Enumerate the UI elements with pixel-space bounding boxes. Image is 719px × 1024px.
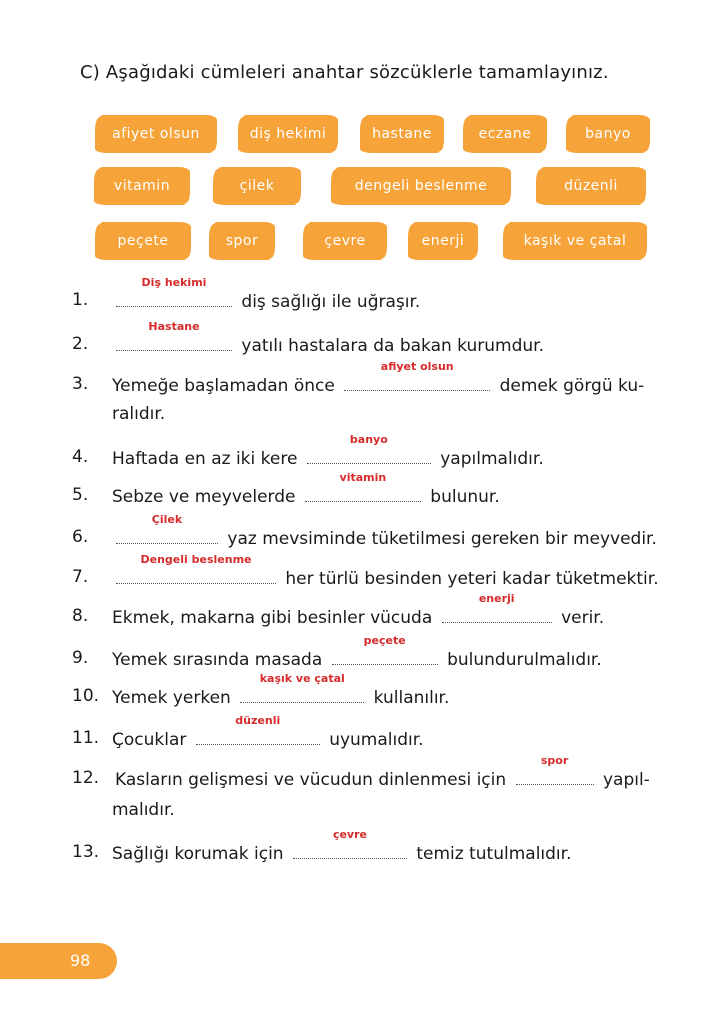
- answer-blank[interactable]: [116, 276, 232, 307]
- sentence-text: yaz mevsiminde tüketilmesi gereken bir meyvedir.: [227, 529, 657, 549]
- item-number: 8.: [72, 606, 89, 626]
- keyword-chip: dengeli beslenme: [333, 167, 509, 205]
- keyword-chip: hastane: [362, 115, 442, 153]
- answer-text: kaşık ve çatal: [259, 672, 345, 685]
- answer-blank[interactable]: [307, 433, 431, 464]
- item-number: 1.: [72, 290, 89, 310]
- item-number: 5.: [72, 485, 89, 505]
- answer-text: vitamin: [339, 471, 387, 484]
- sentence-text: Sağlığı korumak için: [112, 844, 284, 864]
- answer-text: spor: [540, 754, 569, 767]
- sentence-text: bulundurulmalıdır.: [447, 650, 602, 670]
- answer-text: Hastane: [148, 320, 200, 333]
- sentence-continuation: ralıdır.: [112, 404, 166, 424]
- sentence-continuation: malıdır.: [112, 800, 175, 820]
- item-number: 3.: [72, 374, 89, 394]
- keyword-chip: çevre: [305, 222, 385, 260]
- answer-blank[interactable]: [196, 714, 320, 745]
- keyword-chip: kaşık ve çatal: [505, 222, 645, 260]
- answer-blank[interactable]: [442, 592, 552, 623]
- answer-text: Dengeli beslenme: [140, 553, 252, 566]
- item-number: 6.: [72, 527, 89, 547]
- keyword-chip: enerji: [410, 222, 476, 260]
- keyword-chip: banyo: [568, 115, 648, 153]
- answer-blank[interactable]: [305, 471, 421, 502]
- sentence-text: Ekmek, makarna gibi besinler vücuda: [112, 608, 433, 628]
- sentence-text: Yemek sırasında masada: [112, 650, 323, 670]
- answer-text: çevre: [332, 828, 367, 841]
- sentence-text: Çocuklar: [112, 730, 187, 750]
- answer-blank[interactable]: [293, 828, 407, 859]
- sentence-text: uyumalıdır.: [329, 730, 424, 750]
- item-number: 11.: [72, 728, 100, 748]
- sentence-text: diş sağlığı ile uğraşır.: [241, 292, 421, 312]
- section-title: C) Aşağıdaki cümleleri anahtar sözcüklerle tamamlayınız.: [80, 62, 609, 83]
- item-number: 10.: [72, 686, 100, 706]
- sentence-text: temiz tutulmalıdır.: [416, 844, 572, 864]
- sentence-text: Sebze ve meyvelerde: [112, 487, 296, 507]
- sentence-text: kullanılır.: [373, 688, 450, 708]
- answer-blank[interactable]: [116, 513, 218, 544]
- keyword-chip: peçete: [97, 222, 189, 260]
- item-number: 12.: [72, 768, 100, 788]
- item-number: 13.: [72, 842, 100, 862]
- item-number: 4.: [72, 447, 89, 467]
- keyword-chip: çilek: [215, 167, 299, 205]
- keyword-chip: afiyet olsun: [97, 115, 215, 153]
- answer-text: enerji: [478, 592, 515, 605]
- answer-text: Diş hekimi: [141, 276, 207, 289]
- keyword-chip: eczane: [465, 115, 545, 153]
- answer-text: afiyet olsun: [380, 360, 454, 373]
- page-number: 98: [70, 951, 91, 970]
- sentence-text: yatılı hastalara da bakan kurumdur.: [241, 336, 544, 356]
- sentence-text: yapılmalıdır.: [440, 449, 544, 469]
- sentence-text: bulunur.: [430, 487, 500, 507]
- sentence-text: verir.: [561, 608, 605, 628]
- sentence-text: demek görgü ku-: [499, 376, 645, 396]
- item-number: 7.: [72, 567, 89, 587]
- answer-text: Çilek: [151, 513, 183, 526]
- answer-blank[interactable]: [240, 672, 364, 703]
- item-number: 2.: [72, 334, 89, 354]
- answer-blank[interactable]: [116, 553, 276, 584]
- answer-blank[interactable]: [332, 634, 438, 665]
- page-number-tab: [0, 943, 117, 979]
- sentence-text: Yemeğe başlamadan önce: [112, 376, 335, 396]
- answer-text: banyo: [349, 433, 388, 446]
- answer-text: düzenli: [235, 714, 281, 727]
- sentence-text: Yemek yerken: [112, 688, 231, 708]
- sentence-text: Kasların gelişmesi ve vücudun dinlenmesi için: [115, 770, 507, 790]
- item-number: 9.: [72, 648, 89, 668]
- sentence-text: her türlü besinden yeteri kadar tüketmektir.: [285, 569, 659, 589]
- answer-blank[interactable]: [516, 754, 594, 785]
- answer-text: peçete: [363, 634, 406, 647]
- keyword-chip: spor: [211, 222, 273, 260]
- keyword-chip: düzenli: [538, 167, 644, 205]
- keyword-chip: diş hekimi: [240, 115, 336, 153]
- keyword-chip: vitamin: [96, 167, 188, 205]
- sentence-text: yapıl-: [602, 770, 650, 790]
- answer-blank[interactable]: [344, 360, 490, 391]
- answer-blank[interactable]: [116, 320, 232, 351]
- sentence-text: Haftada en az iki kere: [112, 449, 298, 469]
